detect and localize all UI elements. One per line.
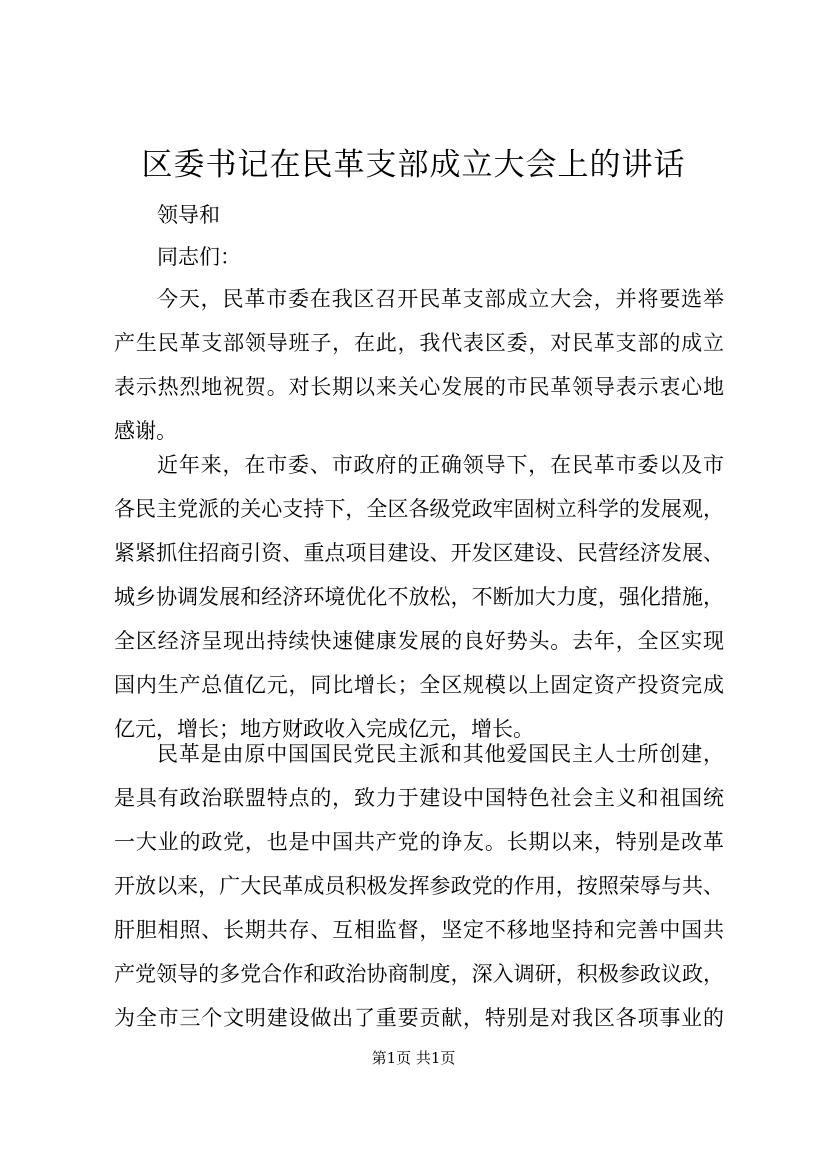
paragraph-line: 亿元，增长；地方财政收入完成亿元，增长。 <box>114 717 534 741</box>
paragraph-line: 产生民革支部领导班子，在此，我代表区委，对民革支部的成立 <box>114 331 724 355</box>
paragraph-line: 民革是由原中国国民党民主派和其他爱国民主人士所创建， <box>157 742 724 766</box>
paragraph-line: 国内生产总值亿元，同比增长；全区规模以上固定资产投资完成 <box>114 673 724 697</box>
paragraph-line: 开放以来，广大民革成员积极发挥参政党的作用，按照荣辱与共、 <box>114 874 724 898</box>
paragraph-2 <box>114 443 724 751</box>
paragraph-1 <box>114 277 724 453</box>
paragraph-line: 一大业的政党，也是中国共产党的诤友。长期以来，特别是改革 <box>114 830 724 854</box>
paragraph-line: 产党领导的多党合作和政治协商制度，深入调研，积极参政议政， <box>114 962 724 986</box>
paragraph-line: 城乡协调发展和经济环境优化不放松，不断加大力度，强化措施， <box>114 585 724 609</box>
paragraph-line: 全区经济呈现出持续快速健康发展的良好势头。去年，全区实现 <box>114 629 724 653</box>
paragraph-line: 今天，民革市委在我区召开民革支部成立大会，并将要选举 <box>157 287 724 311</box>
document-title: 区委书记在民革支部成立大会上的讲话 <box>141 147 686 183</box>
page-number-footer: 第1页 共1页 <box>371 1049 456 1067</box>
paragraph-line: 为全市三个文明建设做出了重要贡献，特别是对我区各项事业的 <box>114 1006 724 1030</box>
paragraph-line: 是具有政治联盟特点的，致力于建设中国特色社会主义和祖国统 <box>114 786 724 810</box>
paragraph-3 <box>114 732 724 1040</box>
paragraph-line: 肝胆相照、长期共存、互相监督，坚定不移地坚持和完善中国共 <box>114 918 724 942</box>
paragraph-line: 感谢。 <box>114 419 177 443</box>
paragraph-line: 紧紧抓住招商引资、重点项目建设、开发区建设、民营经济发展、 <box>114 541 724 565</box>
paragraph-line: 各民主党派的关心支持下，全区各级党政牢固树立科学的发展观， <box>114 497 724 521</box>
salutation-line-2: 同志们： <box>157 245 241 269</box>
salutation-line-1: 领导和 <box>157 203 220 227</box>
paragraph-line: 近年来，在市委、市政府的正确领导下，在民革市委以及市 <box>157 453 724 477</box>
paragraph-line: 表示热烈地祝贺。对长期以来关心发展的市民革领导表示衷心地 <box>114 375 724 399</box>
